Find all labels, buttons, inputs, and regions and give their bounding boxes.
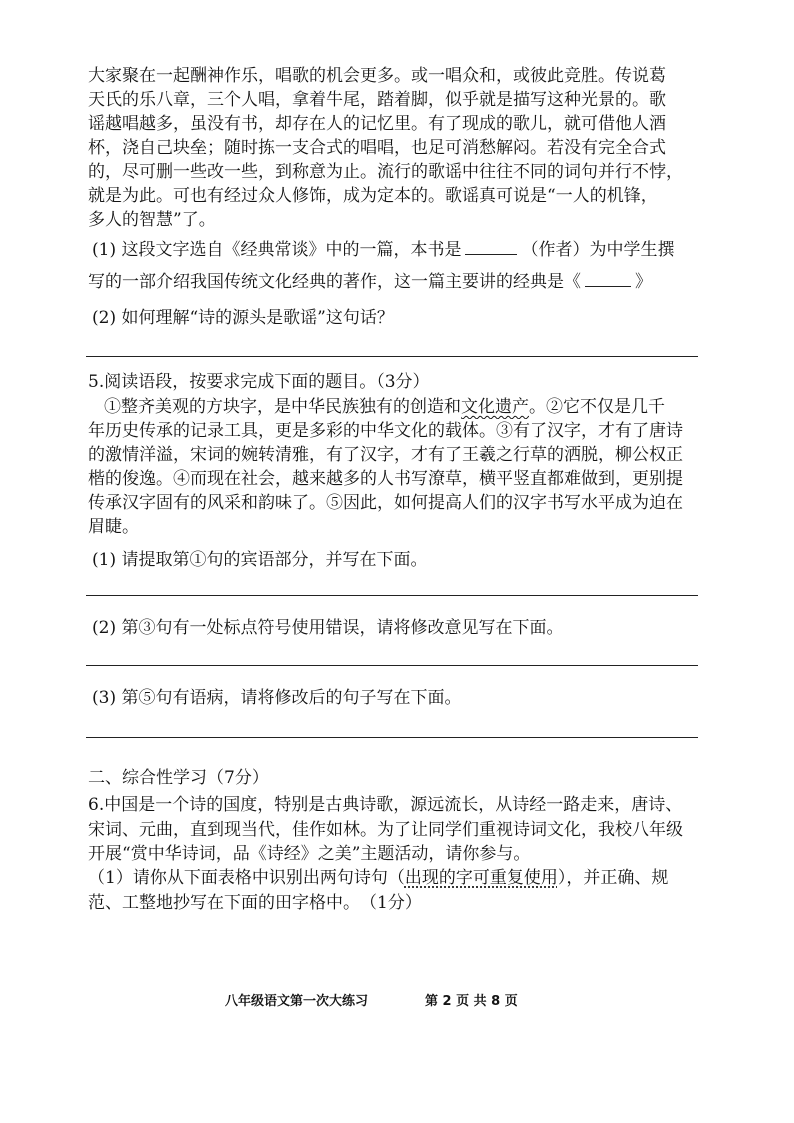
question-5-1: (1) 请提取第①句的宾语部分，并写在下面。 (92, 550, 428, 570)
q5-passage-line: 楷的俊逸。④而现在社会，越来越多的人书写潦草，横平竖直都难做到，更别提 (88, 469, 683, 489)
question-4-1-line2: 写的一部介绍我国传统文化经典的著作，这一篇主要讲的经典是《 》 (88, 272, 652, 292)
passage-line: 就是为此。可也有经过众人修饰，成为定本的。歌谣真可说是“一人的机锋， (88, 186, 658, 206)
emphasis-phrase: 出现的字可重复使用 (404, 868, 558, 888)
passage-line: 天氏的乐八章，三个人唱，拿着牛尾，踏着脚，似乎就是描写这种光景的。歌 (88, 90, 666, 110)
q5-passage-line: 的激情洋溢，宋词的婉转清雅，有了汉字，才有了王羲之行草的洒脱，柳公权正 (88, 445, 683, 465)
exam-name: 八年级语文第一次大练习 (225, 994, 369, 1009)
question-5-2: (2) 第③句有一处标点符号使用错误，请将修改意见写在下面。 (92, 618, 564, 638)
passage-line: 多人的智慧”了。 (88, 210, 216, 230)
passage-line: 杯，浇自己块垒；随时拣一支合式的唱唱，也足可消愁解闷。若没有完全合式 (88, 138, 666, 158)
passage-line: 大家聚在一起酬神作乐，唱歌的机会更多。或一唱众和，或彼此竞胜。传说葛 (88, 66, 666, 86)
answer-line[interactable] (86, 737, 698, 738)
answer-line[interactable] (86, 595, 698, 596)
classic-blank[interactable] (585, 270, 631, 287)
marked-phrase: 文化遗产 (461, 397, 529, 417)
q5-passage-line: 眉睫。 (88, 517, 139, 537)
question-4-1-line1: (1) 这段文字选自《经典常谈》中的一篇，本书是 （作者）为中学生撰 (92, 240, 675, 260)
passage-line: 谣越唱越多，虽没有书，却存在人的记忆里。有了现成的歌儿，就可借他人酒 (88, 114, 666, 134)
question-6-1-line1: （1）请你从下面表格中识别出两句诗句（出现的字可重复使用），并正确、规 (88, 868, 669, 888)
q5-passage-line: ①整齐美观的方块字，是中华民族独有的创造和文化遗产。②它不仅是几千 (104, 397, 665, 417)
question-5-title: 5.阅读语段，按要求完成下面的题目。（3分） (88, 372, 430, 392)
q6-line: 6.中国是一个诗的国度，特别是古典诗歌，源远流长，从诗经一路走来，唐诗、 (88, 795, 683, 815)
q5-passage-line: 传承汉字固有的风采和韵味了。⑤因此，如何提高人们的汉字书写水平成为迫在 (88, 493, 683, 513)
author-blank[interactable] (465, 238, 517, 255)
q6-line: 宋词、元曲，直到现当代，佳作如林。为了让同学们重视诗词文化，我校八年级 (88, 820, 683, 840)
question-4-2: (2) 如何理解“诗的源头是歌谣”这句话？ (92, 308, 394, 328)
passage-line: 的，尽可删一些改一些，到称意为止。流行的歌谣中往往不同的词句并行不悖， (88, 162, 683, 182)
q5-passage-line: 年历史传承的记录工具，更是多彩的中华文化的载体。③有了汉字，才有了唐诗 (88, 421, 683, 441)
answer-line[interactable] (86, 356, 698, 357)
answer-line[interactable] (86, 665, 698, 666)
question-6-1-line2: 范、工整地抄写在下面的田字格中。 （1分） (88, 893, 422, 913)
question-5-3: (3) 第⑤句有语病，请将修改后的句子写在下面。 (92, 688, 462, 708)
page-number: 第 2 页 共 8 页 (425, 994, 518, 1009)
q6-line: 开展“赏中华诗词，品《诗经》之美”主题活动，请你参与。 (88, 844, 531, 864)
section-2-heading: 二、综合性学习（7分） (88, 768, 269, 788)
